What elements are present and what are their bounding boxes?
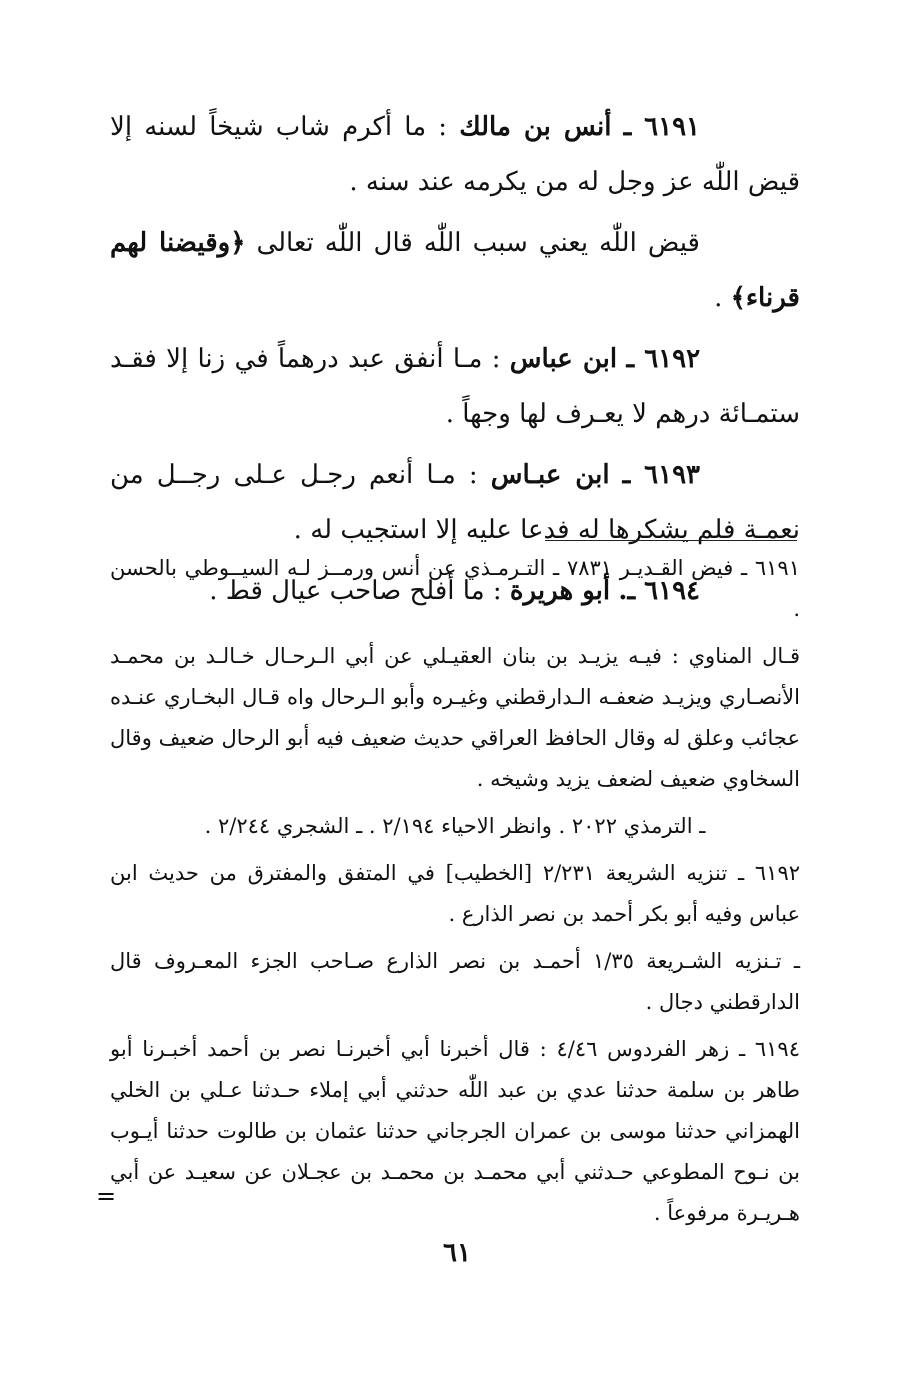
- narrator-name: ابن عبـاس: [490, 460, 610, 490]
- narrator-name: أبو هريرة: [509, 576, 611, 606]
- footnote-divider: [545, 540, 797, 541]
- entry-6193: [110, 448, 800, 558]
- footnote-6191: ٦١٩١ ـ فيض القـديـر ٧٨٣١ ـ التـرمـذي عن أنس ورمــز لـه السيــوطي بالحسن .: [110, 556, 800, 621]
- footnote-tanzih: ـ تـنزيه الشـريعة ١/٣٥ أحمـد بن نصر الذارع صـاحب الجزء المعـروف قال الدارقطني دجال .: [110, 949, 800, 1014]
- narrator-name: أنس بن مالك: [459, 112, 612, 142]
- entry-text: : مـا أنعم رجـل عـلى رجــل من نعمـة فلم يشكرها له فدعا عليه إلا استجيب له .: [110, 460, 800, 545]
- entry-text: : مـا أنفق عبد درهماً في زنا إلا فقـد ستمـائة درهم لا يعـرف لها وجهاً .: [110, 344, 800, 429]
- footnote-references: ـ الترمذي ٢٠٢٢ . وانظر الاحياء ٢/١٩٤ . ـ الشجري ٢/٢٤٤ .: [204, 814, 706, 838]
- entry-6192: [110, 332, 800, 442]
- gloss-end: .: [714, 283, 723, 313]
- entry-6191: [110, 100, 800, 210]
- entry-text: : ما أكرم شاب شيخاً لسنه إلا قيض اللّٰه عز وجل له من يكرمه عند سنه .: [110, 112, 800, 197]
- footnote-6194: ٦١٩٤ ـ زهر الفردوس ٤/٤٦ : قال أخبرنا أبي أخبرنـا نصر بن أحمد أخبـرنا أبو طاهر بن سلمة حدثنا عدي بن عبد اللّٰه حدثني أبي إملاء حـدثنا عـلي بن الخلي الهمزاني حدثنا موسى بن عمران الجرجاني حدثنا عثمان بن طالوت حدثنا أيـوب بن نـوح المطوعي حـدثني أبي محمـد بن محمـد بن عجـلان عن سعيـد عن أبي هـريـرة مرفوعاً .: [110, 1037, 800, 1225]
- continuation-mark: =: [96, 1182, 117, 1210]
- entry-text: : ما أفلح صاحب عيال قط .: [209, 576, 502, 606]
- footnote-6192: ٦١٩٢ ـ تنزيه الشريعة ٢/٢٣١ [الخطيب] في المتفق والمفترق من حديث ابن عباس وفيه أبو بكر أحمد بن نصر الذارع .: [110, 861, 801, 926]
- entry-number: ٦١٩٢ ـ: [626, 344, 701, 374]
- gloss-text: قيض اللّٰه يعني سبب اللّٰه قال اللّٰه تعالى: [256, 228, 700, 258]
- quran-quote: ﴿وقيضنا لهم قرناء﴾: [110, 228, 800, 313]
- entry-number: ٦١٩٣ ـ: [622, 460, 700, 490]
- gloss-line: [110, 216, 800, 326]
- narrator-name: ابن عباس: [509, 344, 618, 374]
- footnote-manawi: قـال المناوي : فيـه يزيـد بن بنان العقيـلي عن أبي الـرحـال خـالـد بن محمـد الأنصـاري ويزيـد ضعفـه الـدارقطني وغيـره وأبو الـرحال واه قـال البخـاري عنـده عجائب وعلق له وقال الحافظ العراقي حديث ضعيف فيه أبو الرحال ضعيف وقال السخاوي ضعيف لضعف يزيد وشيخه .: [110, 644, 800, 791]
- entry-number: ٦١٩٤ ـ.: [618, 576, 700, 606]
- entry-number: ٦١٩١ ـ: [623, 112, 700, 142]
- footnotes: [110, 548, 800, 1240]
- page-number: ٦١: [443, 1238, 471, 1268]
- main-text: [110, 100, 800, 625]
